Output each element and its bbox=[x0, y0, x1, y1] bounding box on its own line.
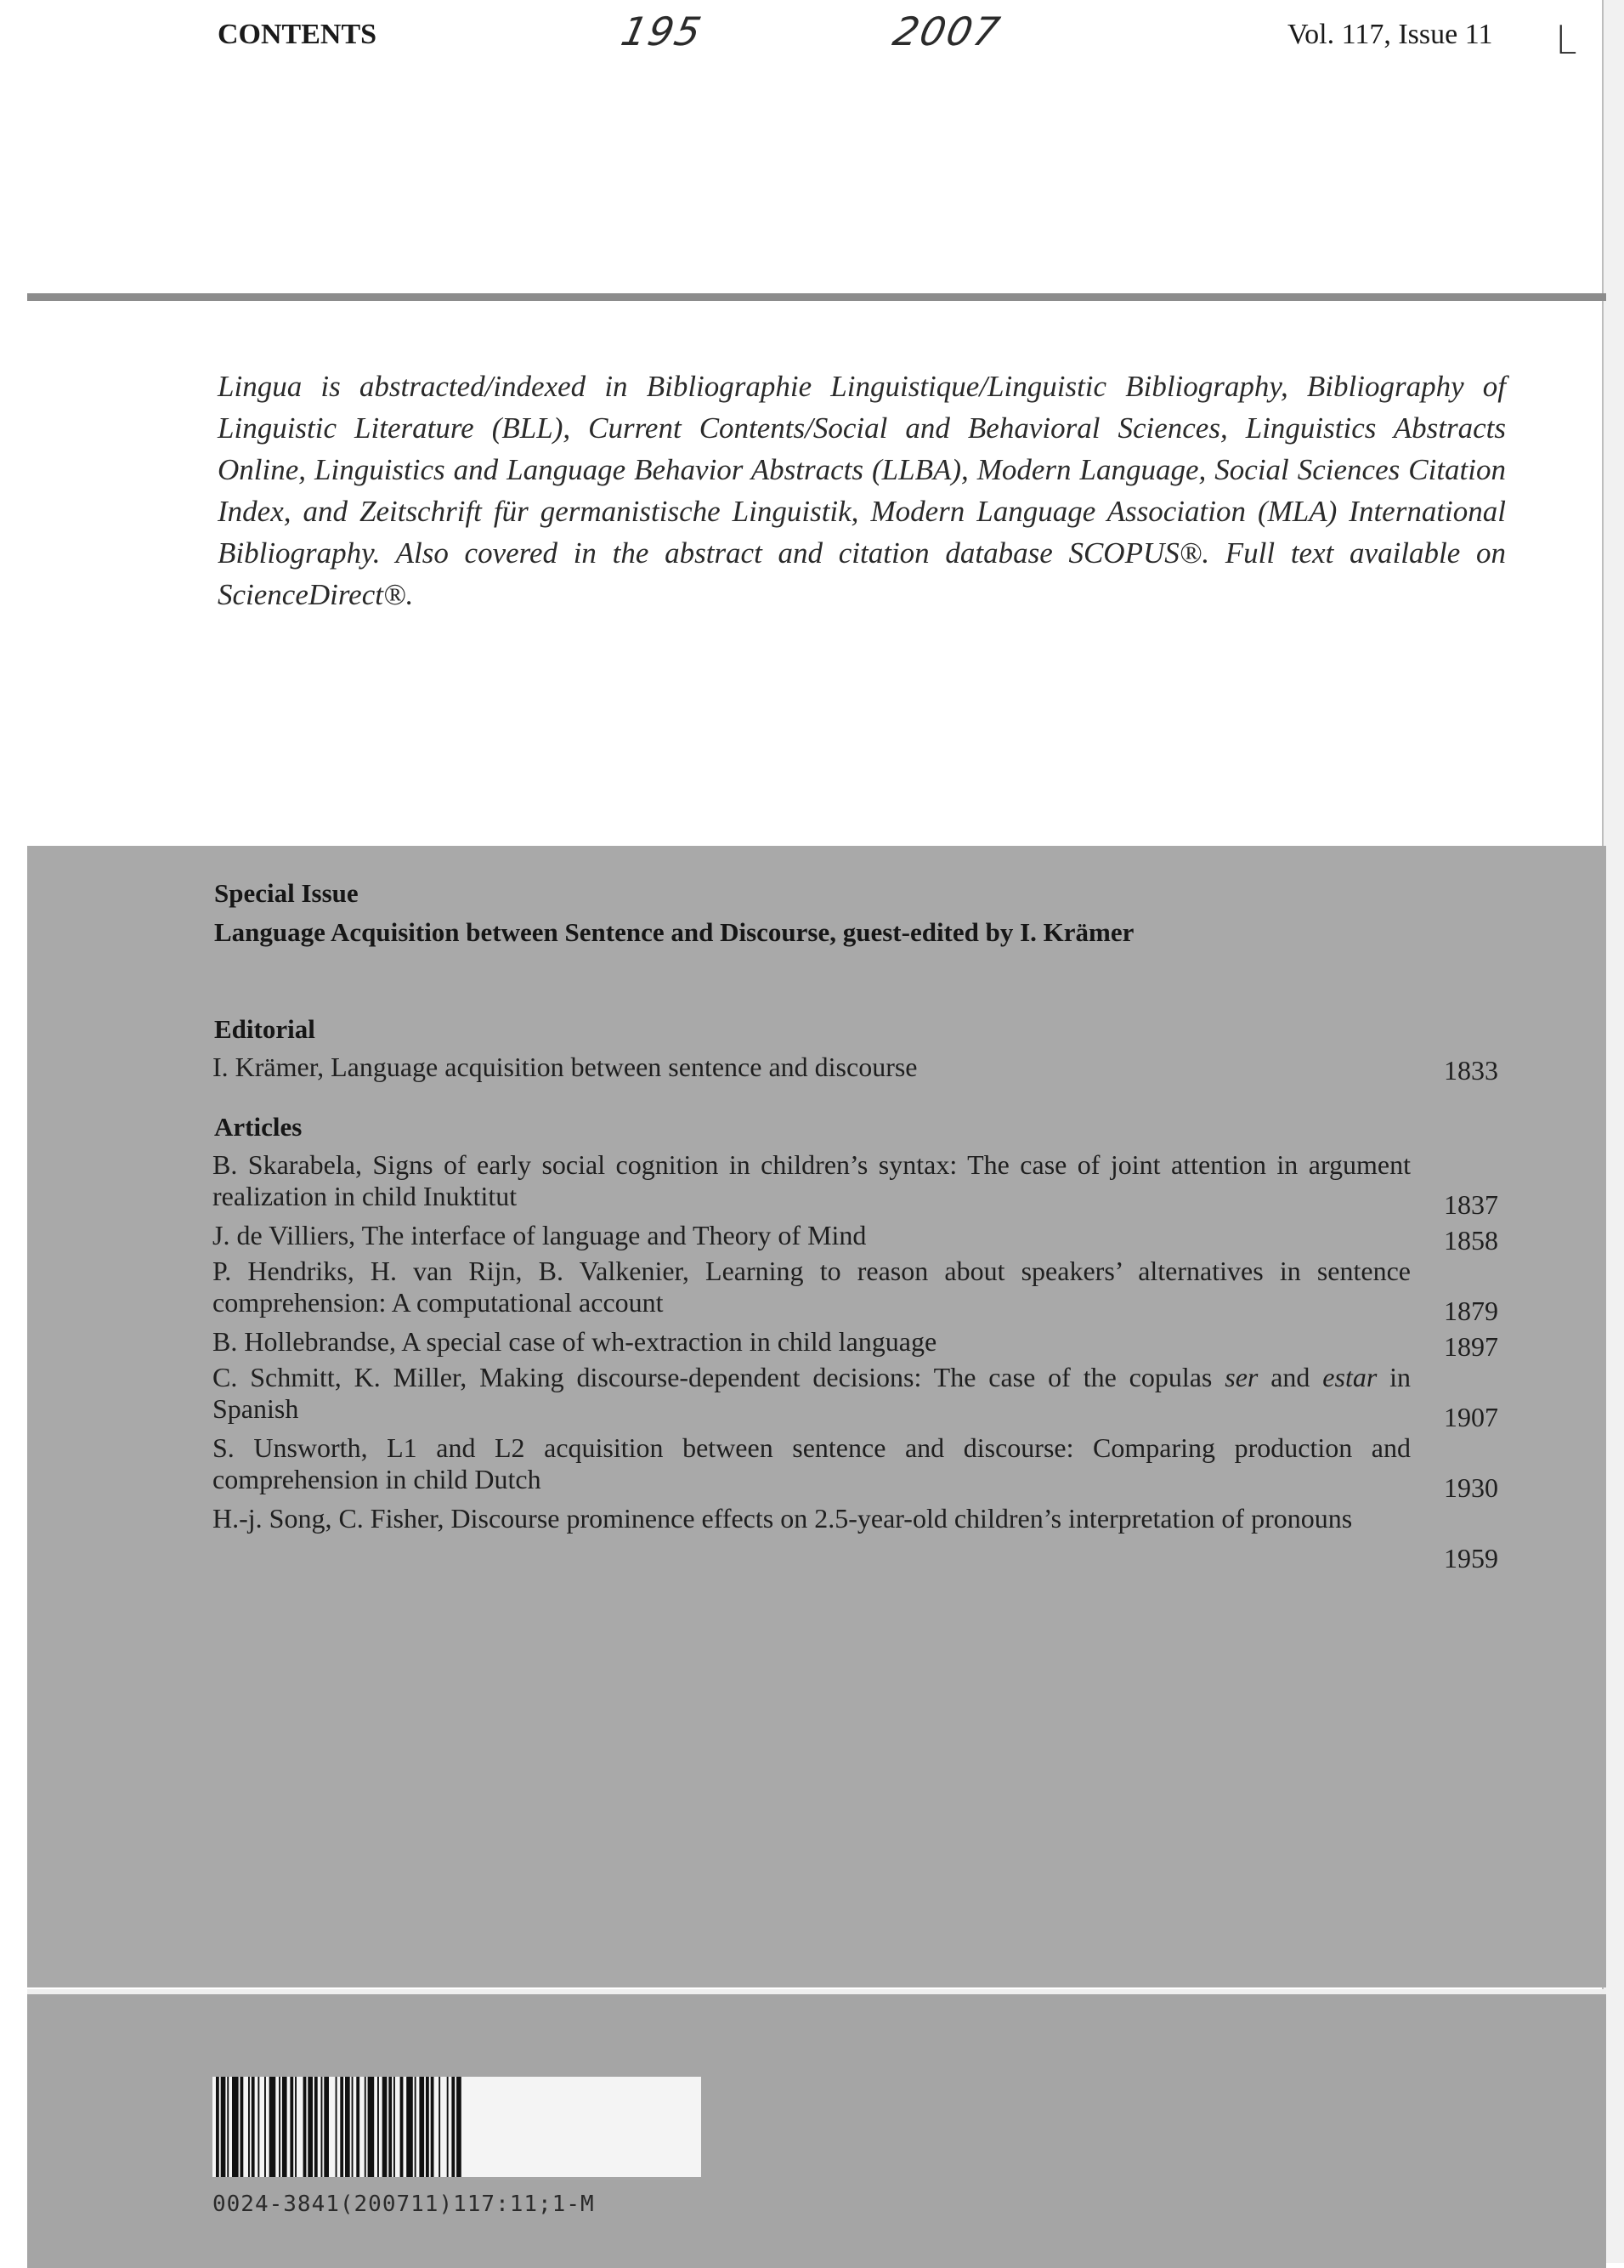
page-number: 1879 bbox=[1444, 1296, 1498, 1326]
barcode-bar bbox=[431, 2077, 434, 2177]
articles-heading: Articles bbox=[214, 1112, 303, 1142]
barcode-bar bbox=[324, 2077, 329, 2177]
entry-text: in Spanish bbox=[212, 1362, 1412, 1424]
editorial-heading: Editorial bbox=[214, 1014, 315, 1044]
entry-italic: ser bbox=[1225, 1362, 1259, 1392]
barcode-bar bbox=[314, 2077, 318, 2177]
handwritten-note: 195 bbox=[617, 9, 707, 54]
barcode-bar bbox=[356, 2077, 359, 2177]
barcode-bar bbox=[352, 2077, 354, 2177]
toc-entry: S. Unsworth, L1 and L2 acquisition between sentence and discourse: Comparing production and comprehension in child Dutch bbox=[212, 1432, 1411, 1494]
toc-entry: I. Krämer, Language acquisition between sentence and discourse bbox=[212, 1052, 918, 1082]
barcode-bar bbox=[303, 2077, 307, 2177]
barcode-bar bbox=[451, 2077, 455, 2177]
barcode-bar bbox=[269, 2077, 276, 2177]
barcode-bar bbox=[221, 2077, 226, 2177]
barcode-bar bbox=[340, 2077, 343, 2177]
indexing-note: Lingua is abstracted/indexed in Bibliographie Linguistique/Linguistic Bibliography, Bibliography of Linguistic Literature (BLL), Current Contents/Social and Behavioral Sciences, Linguistics Abstracts Online, Linguistics and Language Behavior Abstracts (LLBA), Modern Language, Social Sciences Citation Index, and Zeitschrift für germanistische Linguistik, Modern Language Association (MLA) International Bibliography. Also covered in the abstract and citation database SCOPUS®. Full text available on ScienceDirect®. bbox=[218, 370, 1506, 611]
barcode-bar bbox=[216, 2077, 219, 2177]
toc-entry: B. Skarabela, Signs of early social cognition in children’s syntax: The case of joint attention in argument realization in child Inuktitut bbox=[212, 1149, 1411, 1211]
barcode-bar bbox=[406, 2077, 413, 2177]
barcode-bar bbox=[308, 2077, 313, 2177]
page-number: 1837 bbox=[1444, 1189, 1498, 1220]
entry-italic: estar bbox=[1322, 1362, 1378, 1392]
barcode-bar bbox=[388, 2077, 392, 2177]
entry-text: and bbox=[1258, 1362, 1323, 1392]
barcode-bar bbox=[279, 2077, 280, 2177]
header-divider bbox=[27, 293, 1606, 301]
toc-entry: B. Hollebrandse, A special case of wh-extraction in child language bbox=[212, 1326, 937, 1357]
barcode-bar bbox=[439, 2077, 440, 2177]
page-number: 1930 bbox=[1444, 1472, 1498, 1503]
handwritten-note: L bbox=[1555, 17, 1579, 63]
barcode-bar bbox=[415, 2077, 416, 2177]
barcode-code: 0024-3841(200711)117:11;1-M bbox=[212, 2191, 595, 2217]
barcode-bar bbox=[264, 2077, 266, 2177]
toc-entry: J. de Villiers, The interface of language and Theory of Mind bbox=[212, 1220, 867, 1250]
barcode-bar bbox=[282, 2077, 287, 2177]
barcode-bar bbox=[290, 2077, 293, 2177]
special-issue-label: Special Issue bbox=[214, 878, 359, 908]
entry-text: C. Schmitt, K. Miller, Making discourse-dependent decisions: The case of the copulas bbox=[212, 1362, 1225, 1392]
barcode-bar bbox=[336, 2077, 337, 2177]
barcode-bar bbox=[248, 2077, 250, 2177]
barcode-bar bbox=[377, 2077, 379, 2177]
contents-title: CONTENTS bbox=[218, 19, 377, 50]
barcode-bar bbox=[365, 2077, 366, 2177]
toc-entry: P. Hendriks, H. van Rijn, B. Valkenier, Learning to reason about speakers’ alternatives in sentence comprehension: A computational account bbox=[212, 1256, 1411, 1318]
barcode-bar bbox=[426, 2077, 429, 2177]
toc-entry bbox=[212, 1362, 1411, 1425]
barcode-bar bbox=[419, 2077, 424, 2177]
toc-entry: H.-j. Song, C. Fisher, Discourse prominence effects on 2.5-year-old children’s interpretation of pronouns bbox=[212, 1503, 1353, 1534]
page-number: 1858 bbox=[1444, 1225, 1498, 1256]
volume-issue: Vol. 117, Issue 11 bbox=[1287, 19, 1493, 50]
page-number: 1907 bbox=[1444, 1402, 1498, 1432]
page-number: 1959 bbox=[1444, 1543, 1498, 1573]
barcode bbox=[212, 2077, 701, 2177]
barcode-bar bbox=[368, 2077, 375, 2177]
barcode-bar bbox=[382, 2077, 388, 2177]
page-number: 1897 bbox=[1444, 1331, 1498, 1362]
barcode-bar bbox=[232, 2077, 239, 2177]
handwritten-note: 2007 bbox=[889, 9, 1005, 54]
barcode-bar bbox=[295, 2077, 297, 2177]
barcode-bar bbox=[345, 2077, 350, 2177]
barcode-bar bbox=[252, 2077, 255, 2177]
barcode-bar bbox=[227, 2077, 229, 2177]
page-number: 1833 bbox=[1444, 1055, 1498, 1086]
barcode-bar bbox=[393, 2077, 395, 2177]
barcode-bar bbox=[447, 2077, 449, 2177]
barcode-bar bbox=[400, 2077, 404, 2177]
special-issue-title: Language Acquisition between Sentence and Discourse, guest-edited by I. Krämer bbox=[214, 917, 1135, 947]
barcode-bar bbox=[456, 2077, 461, 2177]
barcode-bar bbox=[321, 2077, 323, 2177]
barcode-bar bbox=[257, 2077, 259, 2177]
barcode-bar bbox=[240, 2077, 244, 2177]
